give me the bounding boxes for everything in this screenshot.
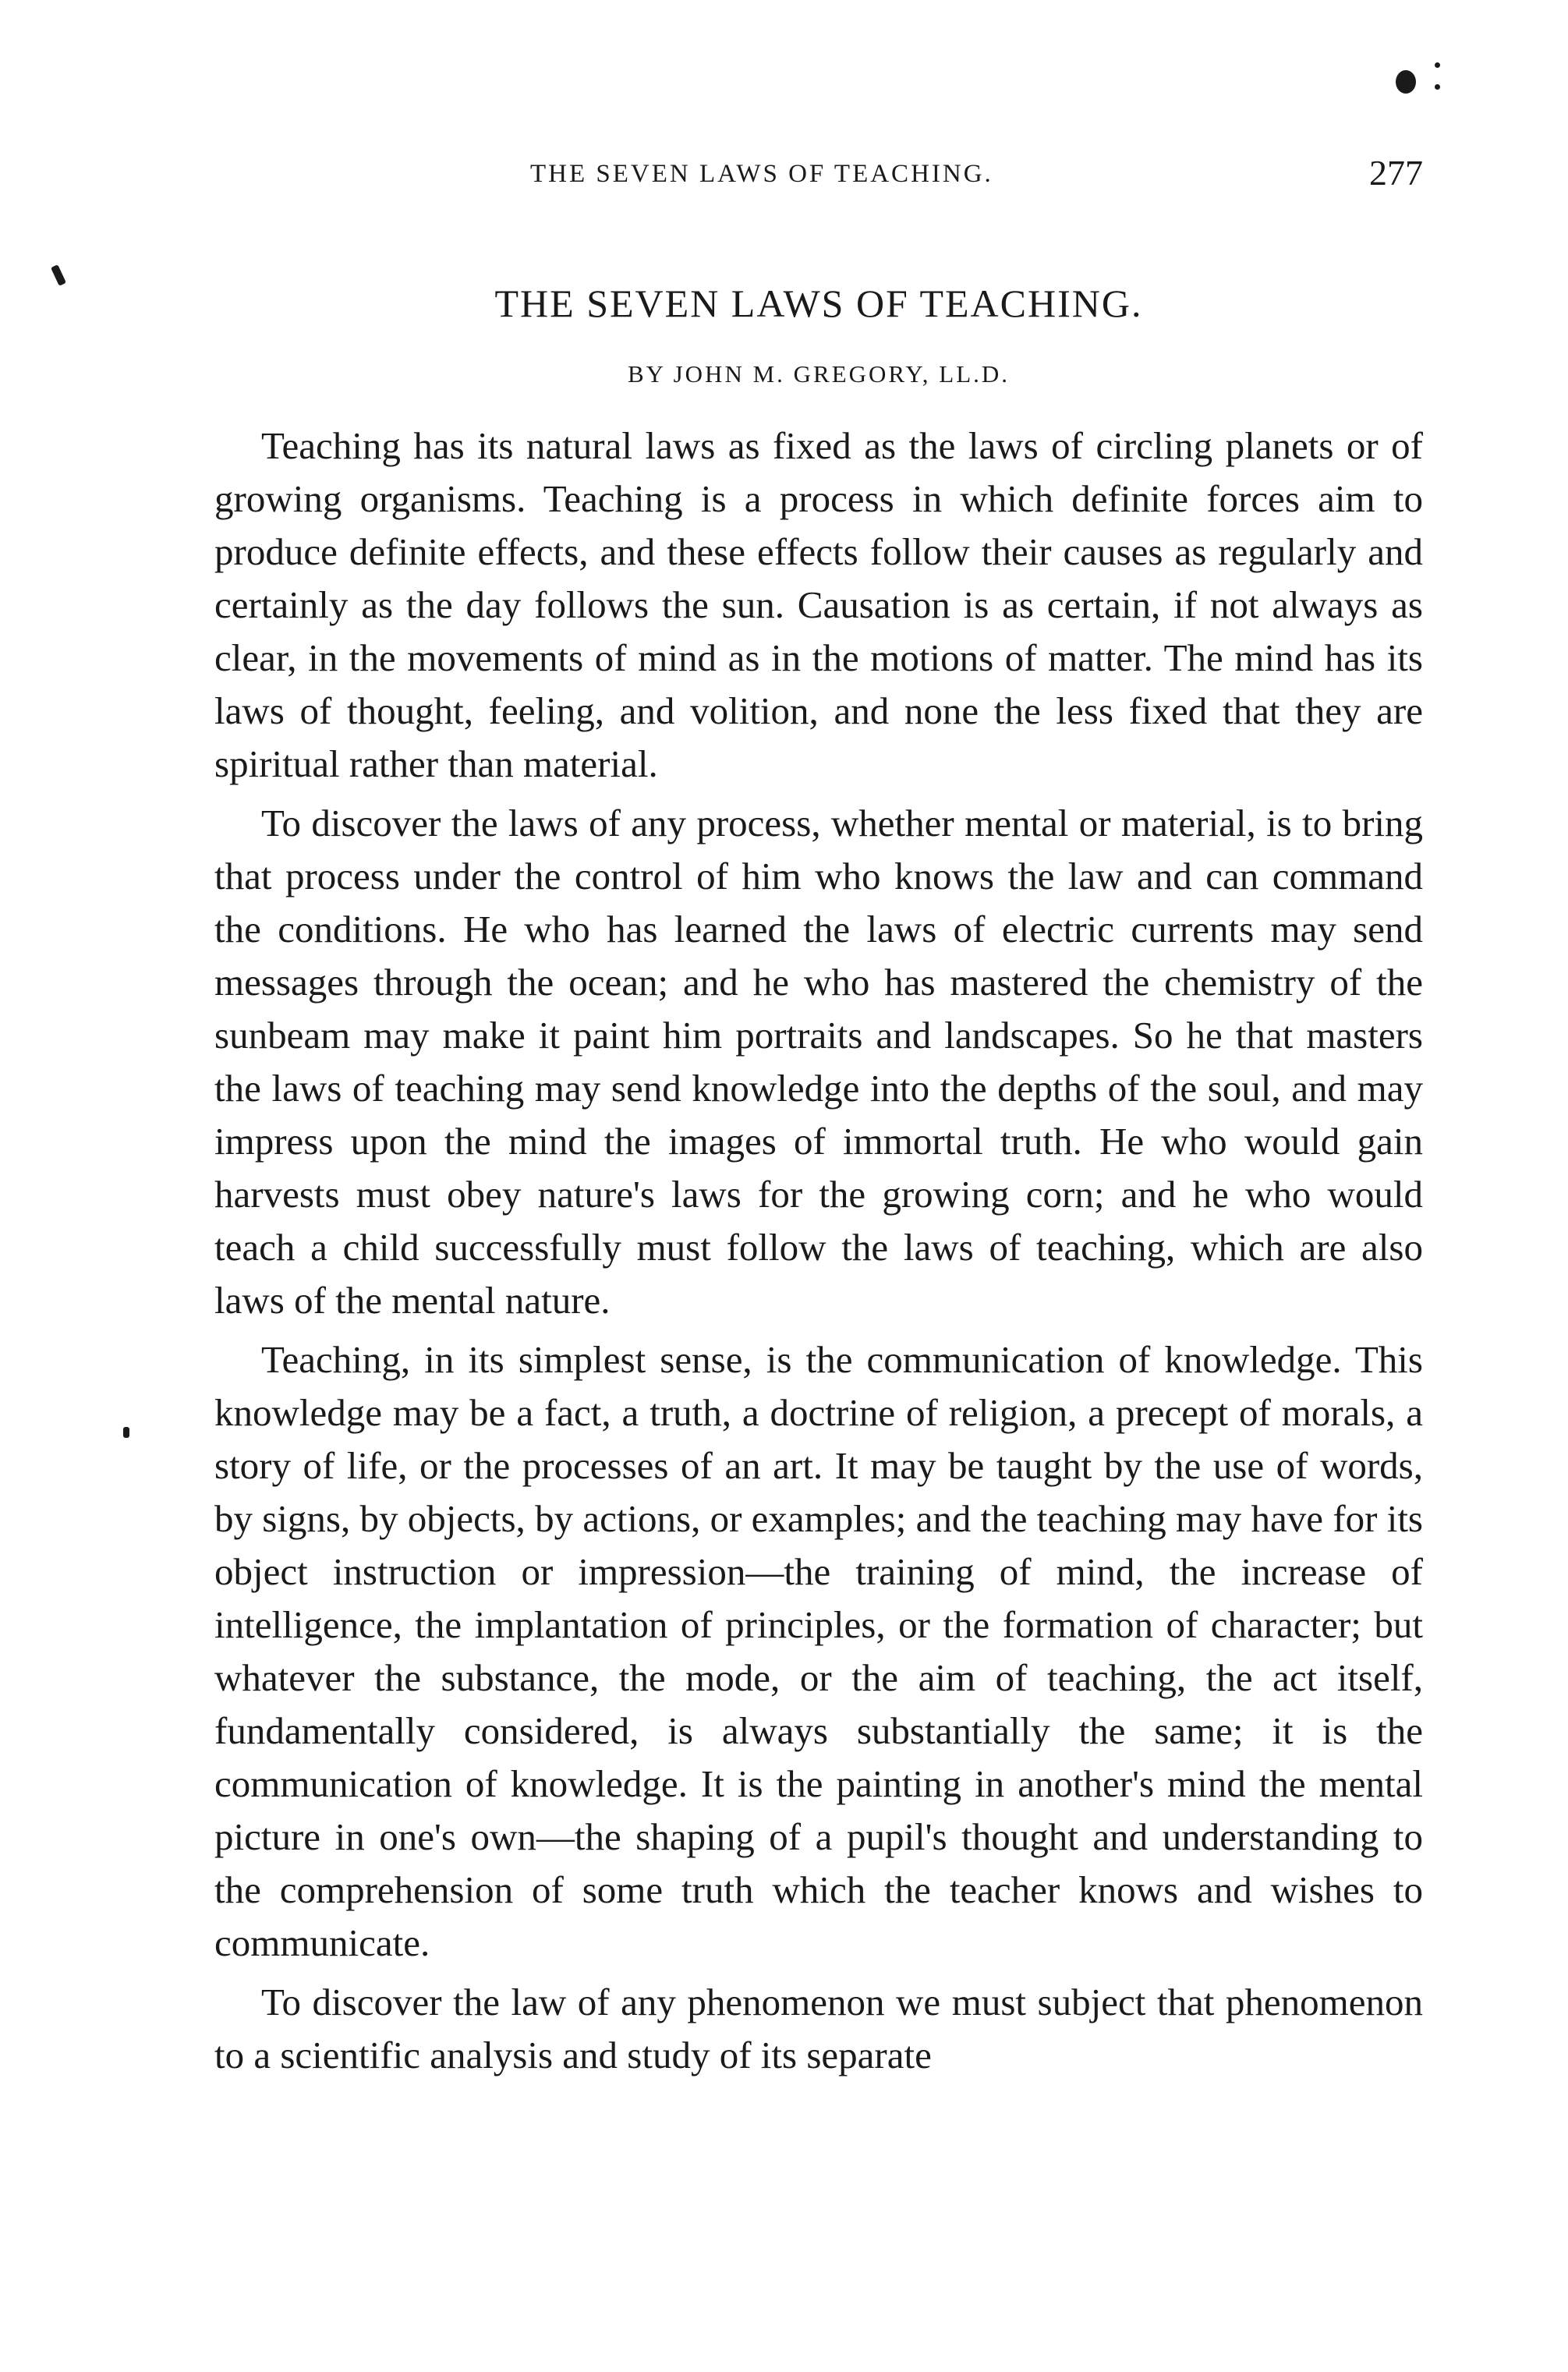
article-body [214,420,1423,2088]
paragraph: Teaching, in its simplest sense, is the communication of knowledge. This knowledge may be a fact, a truth, a doctrine of religion, a precept of morals, a story of life, or the processes of an art. It may be taught by the use of words, by signs, by objects, by actions, or examples; and the teaching may have for its object instruction or impression—the training of mind, the increase of intelligence, the implantation of principles, or the formation of character; but whatever the substance, the mode, or the aim of teaching, the act itself, fundamentally considered, is always substantially the same; it is the communication of knowledge. It is the painting in another's mind the mental picture in one's own—the shaping of a pupil's thought and understanding to the comprehension of some truth which the teacher knows and wishes to communicate. [214,1338,1423,1964]
byline: BY JOHN M. GREGORY, LL.D. [627,360,1011,388]
paragraph: To discover the laws of any process, whether mental or material, is to bring that process under the control of him who knows the law and can command the conditions. He who has learned the laws of electric currents may send messages through the ocean; and he who has mastered the chemistry of the sunbeam may make it paint him portraits and landscapes. So he that masters the laws of teaching may send knowledge into the depths of the soul, and may impress upon the mind the images of immortal truth. He who would gain harvests must obey nature's laws for the growing corn; and he who would teach a child successfully must follow the laws of teaching, which are also laws of the mental nature. [214,802,1423,1322]
running-title: THE SEVEN LAWS OF TEACHING. [530,160,993,188]
page-number: 277 [1369,153,1423,193]
ink-speck [1396,70,1416,94]
paragraph: Teaching has its natural laws as fixed as the laws of circling planets or of growing organisms. Teaching is a process in which definite forces aim to produce definite effects, and these effects follow their causes as regularly and certainly as the day follows the sun. Causation is as certain, if not always as clear, in the movements of mind as in the motions of matter. The mind has its laws of thought, feeling, and volition, and none the less fixed that they are spiritual rather than material. [214,424,1423,785]
running-head [214,152,1423,199]
article-title: THE SEVEN LAWS OF TEACHING. [494,281,1143,325]
ink-speck [1435,84,1440,90]
ink-speck [1435,62,1440,68]
ink-speck [51,264,66,286]
ink-speck [123,1427,129,1438]
paragraph: To discover the law of any phenomenon we must subject that phenomenon to a scientific analysis and study of its separate [214,1981,1423,2076]
